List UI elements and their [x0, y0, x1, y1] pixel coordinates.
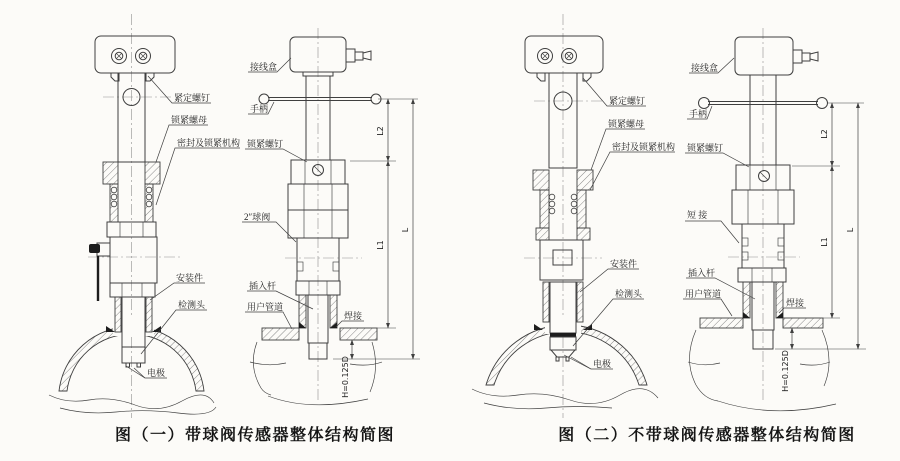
label-lock-screw — [245, 138, 307, 162]
lock-screw-label: 锁紧螺钉 — [687, 143, 724, 153]
label-handle — [687, 106, 712, 119]
dim-l1: L1 — [820, 237, 829, 247]
figure1-section-view — [49, 14, 240, 418]
label-set-screw — [583, 78, 646, 106]
lock-nut-label: 锁紧螺母 — [608, 119, 645, 129]
dim-l1: L1 — [376, 240, 385, 250]
probe-head-label: 检测头 — [615, 289, 643, 299]
insert-rod-label: 插入杆 — [688, 268, 716, 278]
user-pipe-label: 用户管道 — [685, 289, 722, 299]
figure2-caption: 图（二）不带球阀传感器整体结构简图 — [558, 427, 856, 444]
label-seal-lock-mechanism — [156, 137, 240, 205]
junction-box — [95, 36, 175, 81]
label-junction-box — [248, 58, 291, 72]
probe-head-label: 检测头 — [178, 300, 206, 310]
label-weld — [336, 310, 364, 327]
figure1-caption: 图（一）带球阀传感器整体结构简图 — [114, 427, 396, 444]
set-screw-label: 紧定螺钉 — [174, 93, 211, 103]
mount-block — [540, 240, 583, 280]
label-lock-screw — [685, 142, 749, 167]
lock-nut-label: 锁紧螺母 — [171, 115, 208, 125]
handle-label: 手柄 — [250, 104, 269, 114]
label-short-joint — [685, 209, 739, 243]
label-mount-part — [150, 272, 205, 300]
junction-box — [735, 37, 818, 75]
electrode-label: 电极 — [593, 359, 612, 369]
junction-box-label: 接线盒 — [691, 63, 719, 73]
user-pipe-label: 用户管道 — [247, 302, 284, 312]
handle-label: 手柄 — [689, 109, 708, 119]
dim-h: H=0.125D — [781, 350, 790, 392]
mount-label: 安装件 — [610, 259, 638, 269]
pipe-dome — [472, 316, 658, 409]
user-pipe — [250, 322, 382, 405]
label-junction-box — [689, 58, 734, 73]
set-screw-label: 紧定螺钉 — [609, 96, 646, 106]
ball-valve-body — [89, 222, 157, 301]
electrode-label: 电极 — [147, 368, 166, 378]
dimension-lines — [333, 99, 420, 398]
junction-box-label: 接线盒 — [250, 62, 278, 72]
seal-lock-label: 密封及锁紧机构 — [612, 142, 676, 152]
junction-box — [290, 37, 371, 76]
user-pipe — [688, 312, 836, 411]
label-set-screw — [148, 76, 211, 103]
label-user-pipe — [683, 288, 732, 316]
lock-screw-label: 锁紧螺钉 — [247, 139, 284, 149]
junction-box — [525, 36, 603, 81]
weld-label: 焊接 — [344, 311, 363, 321]
valve-lever — [89, 244, 100, 301]
short-joint-label: 短 接 — [687, 210, 708, 220]
label-electrode — [564, 355, 613, 369]
ball-valve-label: 2″球阀 — [244, 212, 271, 222]
label-seal-lock-mechanism — [590, 141, 675, 190]
dim-l: L — [401, 227, 410, 233]
pipe-dome — [49, 318, 216, 414]
cable-gland — [810, 52, 818, 61]
mount-label: 安装件 — [176, 273, 204, 283]
dim-l: L — [846, 227, 855, 233]
weld-label: 焊接 — [786, 298, 805, 308]
dim-l2: L2 — [376, 126, 385, 136]
figure2-section-view — [472, 14, 675, 418]
cable-gland — [363, 51, 371, 60]
handle-bar — [259, 94, 381, 104]
insert-rod-label: 插入杆 — [249, 281, 277, 291]
dim-l2: L2 — [820, 129, 829, 139]
figure2-outline-view — [683, 28, 866, 411]
label-mount-part — [580, 258, 639, 292]
label-electrode — [126, 366, 167, 378]
label-handle — [248, 102, 274, 114]
dim-h: H=0.125D — [341, 356, 350, 398]
figure1-outline-view — [242, 28, 420, 405]
label-user-pipe — [245, 301, 292, 329]
dimension-lines — [775, 103, 866, 392]
seal-lock-label: 密封及锁紧机构 — [177, 138, 241, 148]
